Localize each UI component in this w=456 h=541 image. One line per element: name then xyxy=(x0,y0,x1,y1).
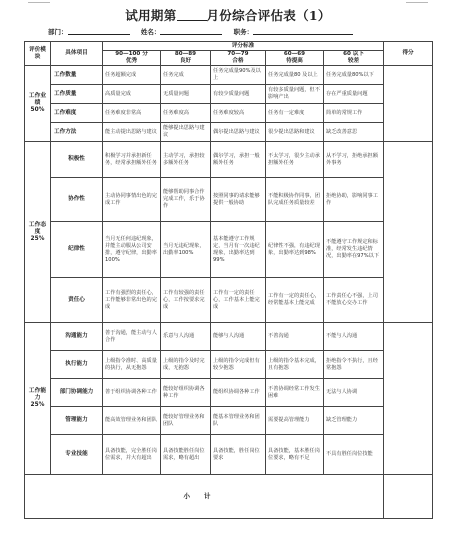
criteria-cell: 拒绝指令不执行，且经常抱怨 xyxy=(324,351,384,379)
name-label: 姓名： xyxy=(140,28,161,36)
table-row xyxy=(25,407,433,435)
criteria-cell: 无质量问题 xyxy=(161,85,211,104)
subtotal-score-cell[interactable] xyxy=(384,475,433,519)
table-row xyxy=(25,351,433,379)
criteria-cell: 能组织协调各种工作 xyxy=(211,379,266,407)
item-name: 管理能力 xyxy=(51,407,103,435)
level-header: 60 以下 较差 xyxy=(324,51,384,66)
criteria-cell: 工作有一定的责任心，经常能基本上能完成 xyxy=(266,278,324,323)
criteria-cell: 任务难度高 xyxy=(161,104,211,123)
criteria-cell: 上级的指令及时完成，无抱怨 xyxy=(161,351,211,379)
criteria-cell: 具备技能胜任岗位需求，略有超出 xyxy=(161,435,211,475)
criteria-cell: 具备技能，胜任岗位要求 xyxy=(211,435,266,475)
criteria-cell: 善于组织协调各种工作 xyxy=(103,379,161,407)
criteria-cell: 不太学习，很少主动承担额外任务 xyxy=(266,142,324,178)
header-score: 得分 xyxy=(384,42,433,66)
criteria-cell: 当月无违纪现象，出勤率100% xyxy=(161,222,211,278)
criteria-cell: 无法与人协调 xyxy=(324,379,384,407)
item-name: 专业技能 xyxy=(51,435,103,475)
item-name: 执行能力 xyxy=(51,351,103,379)
score-cell[interactable] xyxy=(384,142,433,323)
month-blank[interactable] xyxy=(177,9,207,21)
criteria-cell: 不能积极协作同事，团队完成任务质量较差 xyxy=(266,178,324,222)
criteria-cell: 工作有较强的责任心，工作按要求完成 xyxy=(161,278,211,323)
criteria-cell: 上级的指令完成但有较少抱怨 xyxy=(211,351,266,379)
level-header: 60—69 待提高 xyxy=(266,51,324,66)
criteria-cell: 有较少质量问题 xyxy=(211,85,266,104)
criteria-cell: 缺乏改善意思 xyxy=(324,123,384,142)
name-field[interactable] xyxy=(160,27,222,35)
header-item: 具体项目 xyxy=(51,42,103,66)
criteria-cell: 上级指令准时、高质量的执行，从无抱怨 xyxy=(103,351,161,379)
header-module: 评价模块 xyxy=(25,42,51,66)
criteria-cell: 存在严重质量问题 xyxy=(324,85,384,104)
table-row xyxy=(25,222,433,278)
criteria-cell: 任务完成量80 及以上 xyxy=(266,66,324,85)
header-standard: 评分标准 xyxy=(103,42,384,51)
criteria-cell: 按照同事的请求能够提供一般协助 xyxy=(211,178,266,222)
table-row xyxy=(25,178,433,222)
criteria-cell: 工作责任心不强，上司不能放心交办工作 xyxy=(324,278,384,323)
subtotal-label: 小计 xyxy=(25,475,384,519)
table-row xyxy=(25,66,433,85)
criteria-cell: 拒绝协助，影响同事工作 xyxy=(324,178,384,222)
table-row xyxy=(25,435,433,475)
level-header: 80—89 良好 xyxy=(161,51,211,66)
criteria-cell: 从不学习，拒绝承担额外事务 xyxy=(324,142,384,178)
criteria-cell: 能主动提出思路与建议 xyxy=(103,123,161,142)
table-row xyxy=(25,142,433,178)
criteria-cell: 能较好管理业务和团队 xyxy=(161,407,211,435)
table-row xyxy=(25,278,433,323)
item-name: 沟通能力 xyxy=(51,323,103,351)
item-name: 工作数量 xyxy=(51,66,103,85)
item-name: 工作方法 xyxy=(51,123,103,142)
criteria-cell: 纪律性不强，有违纪现象，出勤率达到98% xyxy=(266,222,324,278)
criteria-cell: 简单的常规工作 xyxy=(324,104,384,123)
criteria-cell: 能高效管理业务和团队 xyxy=(103,407,161,435)
criteria-cell: 能够与人沟通 xyxy=(211,323,266,351)
table-row xyxy=(25,104,433,123)
title-prefix: 试用期第 xyxy=(125,8,177,23)
criteria-cell: 具备技能，基本胜任岗位要求，略有不足 xyxy=(266,435,324,475)
criteria-cell: 能基本管理业务和团队 xyxy=(211,407,266,435)
level-header: 70—79 合格 xyxy=(211,51,266,66)
criteria-cell: 任务超额完成 xyxy=(103,66,161,85)
criteria-cell: 不善沟通 xyxy=(266,323,324,351)
criteria-cell: 不具有胜任岗位技能 xyxy=(324,435,384,475)
position-label: 职务： xyxy=(233,28,254,36)
subtotal-row xyxy=(25,475,433,519)
criteria-cell: 任务有一定难度 xyxy=(266,104,324,123)
criteria-cell: 主动学习，承担较多额外任务 xyxy=(161,142,211,178)
item-name: 纪律性 xyxy=(51,222,103,278)
criteria-cell: 积极学习并承担新任务，经常承担额外任务 xyxy=(103,142,161,178)
criteria-cell: 不能遵守工作规定和标准，经常发生违纪情况，出勤率在97%以下 xyxy=(324,222,384,278)
criteria-cell: 任务完成量80%以下 xyxy=(324,66,384,85)
criteria-cell: 任务完成量90%及以上 xyxy=(211,66,266,85)
criteria-cell: 上级的指令基本完成，且有抱怨 xyxy=(266,351,324,379)
criteria-cell: 基本能遵守工作规定，当月有一次违纪现象，出勤率达到99% xyxy=(211,222,266,278)
table-row xyxy=(25,123,433,142)
dept-field[interactable] xyxy=(68,27,130,35)
criteria-cell: 需要提高管理能力 xyxy=(266,407,324,435)
crop-mark-right xyxy=(406,2,428,3)
item-name: 协作性 xyxy=(51,178,103,222)
criteria-cell: 主动协同事情出色的完成工作 xyxy=(103,178,161,222)
level-header: 90—100 分 优秀 xyxy=(103,51,161,66)
item-name: 工作质量 xyxy=(51,85,103,104)
table-row xyxy=(25,85,433,104)
position-field[interactable] xyxy=(253,27,353,35)
criteria-cell: 高质量完成 xyxy=(103,85,161,104)
header-row-1 xyxy=(25,42,433,51)
criteria-cell: 偶尔学习，承担一般额外任务 xyxy=(211,142,266,178)
section-attitude: 工作态度 25% xyxy=(25,142,51,323)
criteria-cell: 工作有一定的责任心，工作基本上能完成 xyxy=(211,278,266,323)
criteria-cell: 能够帮助同事合作完成工作，乐于协作 xyxy=(161,178,211,222)
score-cell[interactable] xyxy=(384,323,433,475)
criteria-cell: 工作有强烈的责任心，工作能够非常出色的完成 xyxy=(103,278,161,323)
item-name: 部门协调能力 xyxy=(51,379,103,407)
criteria-cell: 任务难度非常高 xyxy=(103,104,161,123)
dept-label: 部门： xyxy=(48,28,68,36)
section-performance: 工作业绩 50% xyxy=(25,66,51,142)
criteria-cell: 偶尔提出思路与建议 xyxy=(211,123,266,142)
page-title xyxy=(0,6,456,24)
item-name: 责任心 xyxy=(51,278,103,323)
criteria-cell: 乐意与人沟通 xyxy=(161,323,211,351)
criteria-cell: 善于沟通，能主动与人合作 xyxy=(103,323,161,351)
criteria-cell: 能够提出思路与建议 xyxy=(161,123,211,142)
criteria-cell: 不能与人沟通 xyxy=(324,323,384,351)
table-row xyxy=(25,379,433,407)
score-cell[interactable] xyxy=(384,66,433,142)
criteria-cell: 能较好组织协调各种工作 xyxy=(161,379,211,407)
criteria-cell: 具备技能，完全胜任岗位需求，并大有超出 xyxy=(103,435,161,475)
section-ability: 工作能力 25% xyxy=(25,323,51,475)
criteria-cell: 有较多质量问题，但不影响产出 xyxy=(266,85,324,104)
table-row xyxy=(25,323,433,351)
criteria-cell: 不善协调经常工作发生困难 xyxy=(266,379,324,407)
item-name: 工作难度 xyxy=(51,104,103,123)
criteria-cell: 任务完成 xyxy=(161,66,211,85)
criteria-cell: 当月无任何违纪现象，并能主动服从公司安排，遵守纪律，出勤率100% xyxy=(103,222,161,278)
criteria-cell: 很少提出思路和建议 xyxy=(266,123,324,142)
evaluation-table xyxy=(24,41,433,519)
crop-mark-left xyxy=(28,2,50,3)
title-suffix: 月份综合评估表（1） xyxy=(206,8,331,23)
info-fields xyxy=(48,27,428,36)
criteria-cell: 任务难度较高 xyxy=(211,104,266,123)
item-name: 积极性 xyxy=(51,142,103,178)
criteria-cell: 缺乏管理能力 xyxy=(324,407,384,435)
